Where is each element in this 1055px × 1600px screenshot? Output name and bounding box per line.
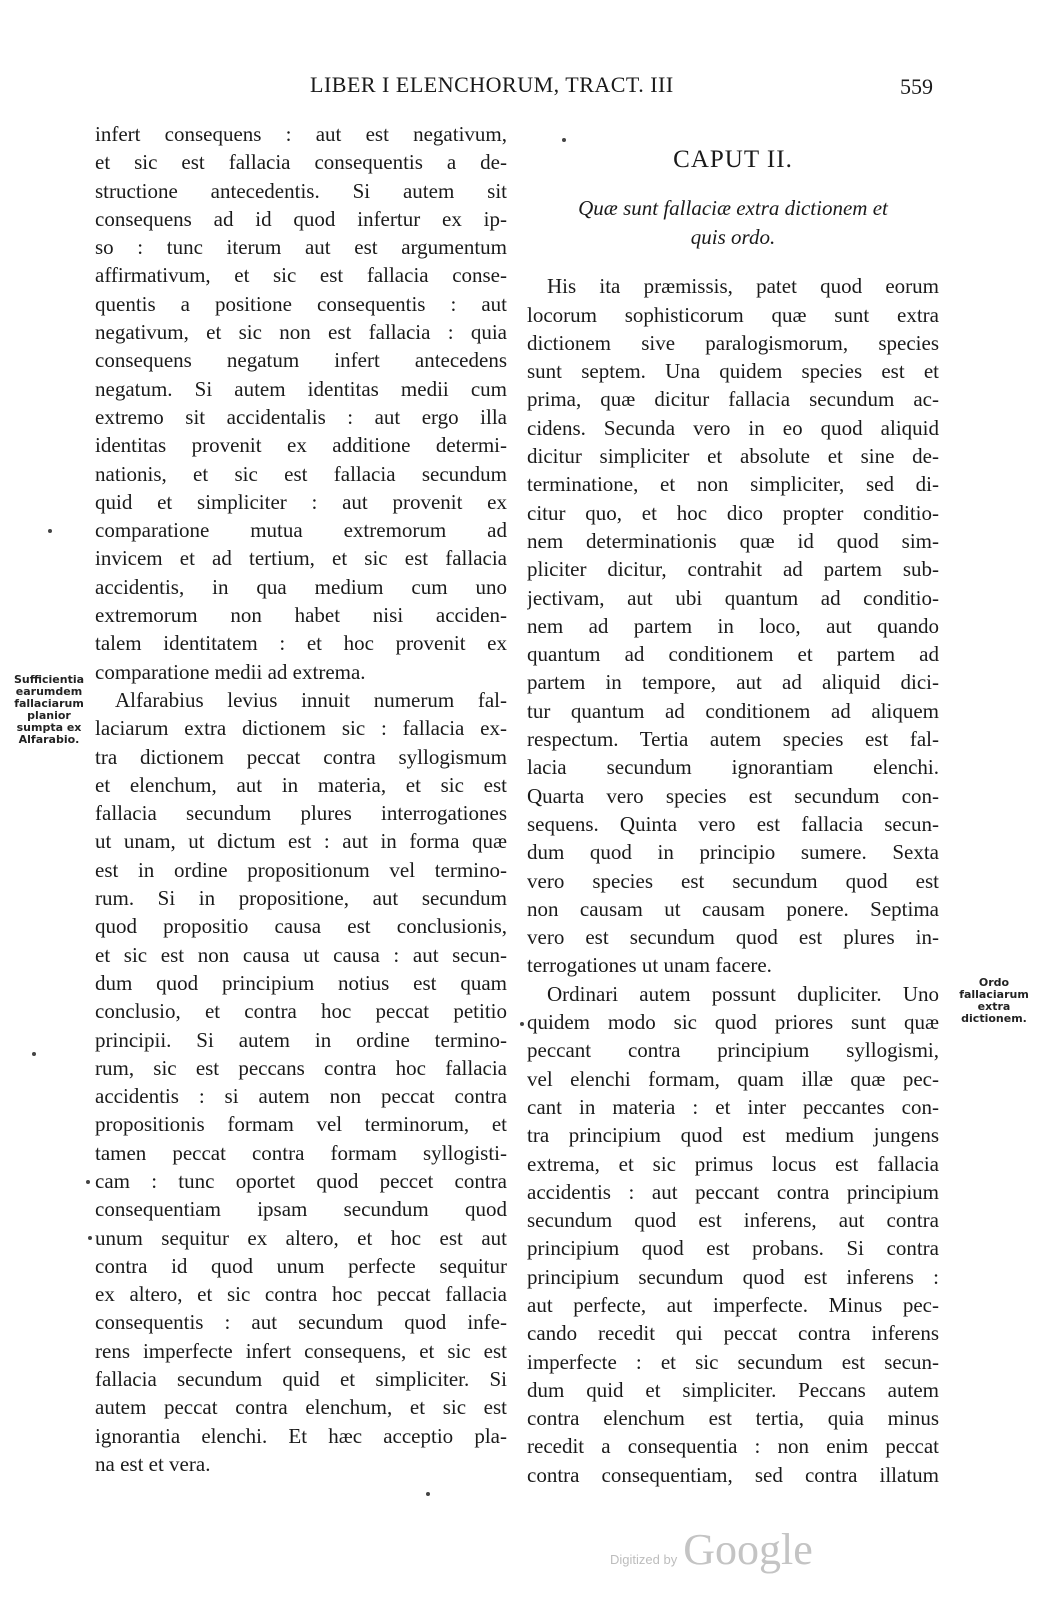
text-line: unum sequitur ex altero, et hoc est aut: [95, 1225, 507, 1250]
text-line: contra consequentiam, sed contra illatum: [527, 1462, 939, 1487]
text-line: et elenchum, aut in materia, et sic est: [95, 772, 507, 797]
text-line: nem ad partem in loco, aut quando: [527, 613, 939, 638]
text-line: fallacia secundum quid et simpliciter. Si: [95, 1367, 507, 1392]
text-line: extremorum non habet nisi acciden-: [95, 603, 507, 628]
text-line: accidentis, in qua medium cum uno: [95, 574, 507, 599]
text-line: cidens. Secunda vero in eo quod aliquid: [527, 415, 939, 440]
text-line: cando recedit qui peccat contra inferens: [527, 1321, 939, 1346]
text-line: rum. Si in propositione, aut secundum: [95, 886, 507, 911]
text-line: vero est secundum quod est plures in-: [527, 925, 939, 950]
text-line: Ordinari autem possunt dupliciter. Uno: [547, 981, 939, 1006]
text-line: autem peccat contra elenchum, et sic est: [95, 1395, 507, 1420]
text-line: cam : tunc oportet quod peccet contra: [95, 1168, 507, 1193]
text-line: terminatione, et non simpliciter, sed di-: [527, 472, 939, 497]
text-line: talem identitatem : et hoc provenit ex: [95, 631, 507, 656]
text-line: dum quid et simpliciter. Peccans autem: [527, 1377, 939, 1402]
text-line: principium quod est probans. Si contra: [527, 1236, 939, 1261]
text-line: tur quantum ad conditionem ad aliquem: [527, 698, 939, 723]
text-line: respectum. Tertia autem species est fal-: [527, 727, 939, 752]
print-mark: [86, 1180, 90, 1184]
text-line: ignorantia elenchi. Et hæc acceptio pla-: [95, 1423, 507, 1448]
text-line: recedit a consequentia : non enim peccat: [527, 1434, 939, 1459]
text-line: negatum. Si autem identitas medii cum: [95, 376, 507, 401]
text-line: est in ordine propositionum vel termino-: [95, 857, 507, 882]
text-line: Alfarabius levius innuit numerum fal-: [115, 687, 507, 712]
text-line: tra dictionem peccat contra syllogismum: [95, 744, 507, 769]
text-line: peccant contra principium syllogismi,: [527, 1038, 939, 1063]
text-line: rens imperfecte infert consequens, et sic est: [95, 1338, 507, 1363]
text-line: accidentis : aut peccant contra principium: [527, 1179, 939, 1204]
text-line: pliciter dicitur, contrahit ad partem sub-: [527, 557, 939, 582]
digitized-by-text: Digitized by: [610, 1552, 678, 1567]
text-line: locorum sophisticorum quæ sunt extra: [527, 302, 939, 327]
text-line: et sic est fallacia consequentis a de-: [95, 150, 507, 175]
text-line: propositionis formam vel terminorum, et: [95, 1112, 507, 1137]
text-line: comparatione mutua extremorum ad: [95, 518, 507, 543]
text-line: aut perfecte, aut imperfecte. Minus pec-: [527, 1292, 939, 1317]
text-line: citur quo, et hoc dico propter conditio-: [527, 500, 939, 525]
text-line: consequens ad id quod infertur ex ip-: [95, 206, 507, 231]
text-line: contra id quod unum perfecte sequitur: [95, 1253, 507, 1278]
text-line: non causam ut causam ponere. Septima: [527, 896, 939, 921]
text-line: cant in materia : et inter peccantes con-: [527, 1094, 939, 1119]
chapter-heading: CAPUT II.: [673, 146, 793, 173]
text-line: quid et simpliciter : aut provenit ex: [95, 489, 507, 514]
text-line: identitas provenit ex additione determi-: [95, 433, 507, 458]
google-logo: Google: [683, 1525, 813, 1574]
text-line: terrogationes ut unam facere.: [527, 953, 772, 978]
text-line: lacia secundum ignorantiam elenchi.: [527, 755, 939, 780]
text-line: partem in tempore, aut ad aliquid dici-: [527, 670, 939, 695]
text-line: quod propositio causa est conclusionis,: [95, 914, 507, 939]
page-number: 559: [900, 74, 933, 99]
text-line: rum, sic est peccans contra hoc fallacia: [95, 1055, 507, 1080]
text-line: sequens. Quinta vero est fallacia secun-: [527, 811, 939, 836]
text-line: His ita præmissis, patet quod eorum: [547, 274, 939, 299]
text-line: extrema, et sic primus locus est fallacia: [527, 1151, 939, 1176]
text-line: Quarta vero species est secundum con-: [527, 783, 939, 808]
text-line: principium secundum quod est inferens :: [527, 1264, 939, 1289]
print-mark: [32, 1052, 36, 1056]
text-line: quantum ad conditionem et partem ad: [527, 642, 939, 667]
text-line: dum quod in principio sumere. Sexta: [527, 840, 939, 865]
text-line: dum quod principium notius est quam: [95, 970, 507, 995]
text-line: prima, quæ dicitur fallacia secundum ac-: [527, 387, 939, 412]
text-line: structione antecedentis. Si autem sit: [95, 178, 507, 203]
margin-note-left: Sufficientia earumdem fallaciarum planior sumpta ex Alfarabio.: [13, 673, 85, 746]
text-line: sunt septem. Una quidem species est et: [527, 359, 939, 384]
print-mark: [426, 1492, 430, 1496]
text-line: contra elenchum est tertia, quia minus: [527, 1406, 939, 1431]
chapter-subtitle: [527, 194, 939, 252]
text-line: consequens negatum infert antecedens: [95, 348, 507, 373]
text-line: affirmativum, et sic est fallacia conse-: [95, 263, 507, 288]
left-column: [95, 120, 507, 1478]
chapter-subtitle-line: quis ordo.: [690, 225, 776, 250]
text-line: laciarum extra dictionem sic : fallacia ex-: [95, 716, 507, 741]
text-line: invicem et ad tertium, et sic est fallacia: [95, 546, 507, 571]
text-line: nem determinationis quæ id quod sim-: [527, 528, 939, 553]
margin-note-right: Ordo fallaciarum extra dictionem.: [959, 976, 1029, 1025]
text-line: dictionem sive paralogismorum, species: [527, 330, 939, 355]
digitized-watermark: [610, 1524, 813, 1575]
text-line: consequentiam ipsam secundum quod: [95, 1197, 507, 1222]
chapter-subtitle-line: Quæ sunt fallaciæ extra dictionem et: [578, 196, 888, 221]
running-title: LIBER I ELENCHORUM, TRACT. III: [310, 72, 674, 97]
print-mark: [88, 1236, 92, 1240]
text-line: so : tunc iterum aut est argumentum: [95, 235, 507, 260]
text-line: na est et vera.: [95, 1451, 211, 1476]
text-line: tamen peccat contra formam syllogisti-: [95, 1140, 507, 1165]
print-mark: [562, 138, 566, 142]
text-line: conclusio, et contra hoc peccat petitio: [95, 999, 507, 1024]
text-line: infert consequens : aut est negativum,: [95, 122, 507, 146]
text-line: fallacia secundum plures interrogationes: [95, 801, 507, 826]
text-line: ex altero, et sic contra hoc peccat fallacia: [95, 1282, 507, 1307]
text-line: extremo sit accidentalis : aut ergo illa: [95, 404, 507, 429]
text-line: secundum quod est inferens, aut contra: [527, 1208, 939, 1233]
text-line: imperfecte : et sic secundum est secun-: [527, 1349, 939, 1374]
text-line: negativum, et sic non est fallacia : quia: [95, 320, 507, 345]
text-line: vero species est secundum quod est: [527, 868, 939, 893]
right-column: [527, 120, 939, 1489]
text-line: consequentis : aut secundum quod infe-: [95, 1310, 507, 1335]
text-line: quidem modo sic quod priores sunt quæ: [527, 1010, 939, 1035]
text-line: accidentis : si autem non peccat contra: [95, 1084, 507, 1109]
text-line: et sic est non causa ut causa : aut secun-: [95, 942, 507, 967]
print-mark: [48, 529, 52, 533]
text-line: quentis a positione consequentis : aut: [95, 291, 507, 316]
text-line: jectivam, aut ubi quantum ad conditio-: [527, 585, 939, 610]
text-line: nationis, et sic est fallacia secundum: [95, 461, 507, 486]
text-line: tra principium quod est medium jungens: [527, 1123, 939, 1148]
print-mark: [520, 1022, 524, 1026]
text-line: comparatione medii ad extrema.: [95, 659, 366, 684]
text-line: vel elenchi formam, quam illæ quæ pec-: [527, 1066, 939, 1091]
text-line: ut unam, ut dictum est : aut in forma quæ: [95, 829, 507, 854]
text-line: dicitur simpliciter et absolute et sine de-: [527, 444, 939, 469]
text-line: principii. Si autem in ordine termino-: [95, 1027, 507, 1052]
